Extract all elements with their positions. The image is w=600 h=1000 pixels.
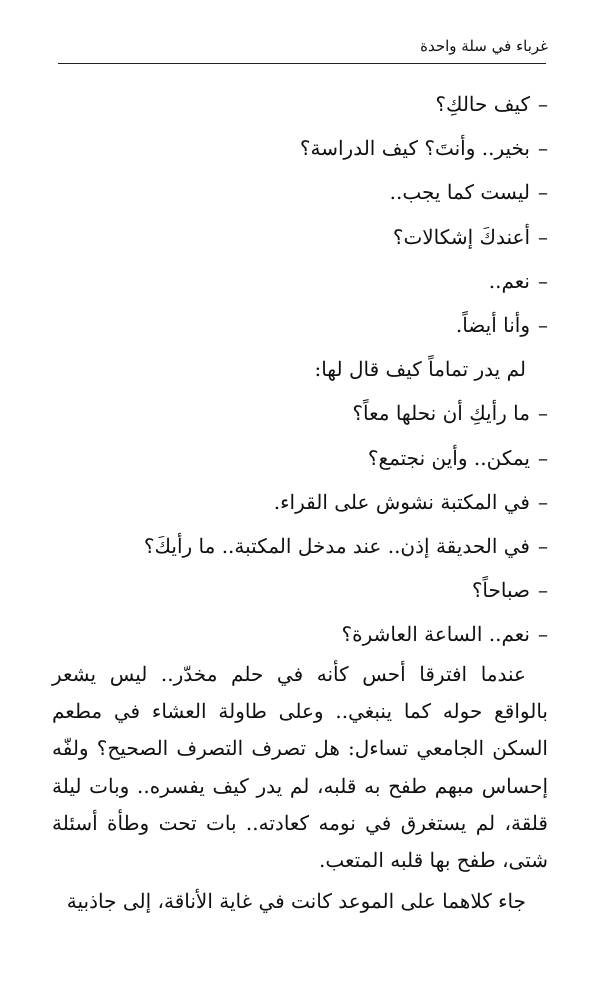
dialogue-list <box>52 84 548 658</box>
dialogue-line <box>52 570 548 614</box>
dialogue-dash: – <box>538 136 548 161</box>
dialogue-dash: – <box>538 401 548 426</box>
dialogue-dash: – <box>538 533 548 558</box>
dialogue-text: ليست كما يجب.. <box>389 180 530 205</box>
dialogue-line <box>52 128 548 172</box>
dialogue-line <box>52 172 548 216</box>
dialogue-text: يمكن.. وأين نجتمع؟ <box>367 445 530 470</box>
dialogue-text: ما رأيكِ أن نحلها معاً؟ <box>352 401 530 426</box>
dialogue-dash: – <box>538 312 548 337</box>
dialogue-dash: – <box>538 445 548 470</box>
dialogue-line <box>52 393 548 437</box>
narration-line <box>52 349 548 393</box>
dialogue-line <box>52 526 548 570</box>
dialogue-dash: – <box>538 224 548 249</box>
dialogue-line <box>52 438 548 482</box>
prose-paragraph: عندما افترقا أحس كأنه في حلم مخدّر.. ليس يشعر بالواقع حوله كما ينبغي.. وعلى طاولة العشاء في مطعم السكن الجامعي تساءل: هل تصرف التصرف الصحيح؟ ولفّه إحساس مبهم طفح به قلبه، لم يدر كيف يفسره.. وبات ليلة قلقة، لم يستغرق في نومه كعادته.. بات تحت وطأة أسئلة شتى، طفح بها قلبه المتعب. <box>52 662 548 873</box>
dialogue-line <box>52 305 548 349</box>
narration-text: لم يدر تماماً كيف قال لها: <box>314 357 526 382</box>
prose-section <box>52 656 548 920</box>
dialogue-text: أعندكَ إشكالات؟ <box>392 224 530 249</box>
dialogue-line <box>52 84 548 128</box>
running-header: غرباء في سلة واحدة <box>420 37 548 55</box>
dialogue-text: وأنا أيضاً. <box>455 312 530 337</box>
dialogue-line <box>52 482 548 526</box>
dialogue-dash: – <box>538 578 548 603</box>
dialogue-line <box>52 614 548 658</box>
dialogue-text: كيف حالكِ؟ <box>435 92 530 116</box>
dialogue-text: صباحاً؟ <box>471 578 530 603</box>
dialogue-text: نعم.. <box>488 268 530 293</box>
dialogue-dash: – <box>538 92 548 116</box>
dialogue-dash: – <box>538 268 548 293</box>
header-rule <box>58 63 546 64</box>
dialogue-dash: – <box>538 180 548 205</box>
dialogue-dash: – <box>538 622 548 647</box>
prose-paragraph: جاء كلاهما على الموعد كانت في غاية الأناقة، إلى جاذبية <box>66 889 526 914</box>
dialogue-line <box>52 217 548 261</box>
dialogue-line <box>52 261 548 305</box>
dialogue-dash: – <box>538 489 548 514</box>
dialogue-text: في الحديقة إذن.. عند مدخل المكتبة.. ما رأيكَ؟ <box>143 533 530 558</box>
dialogue-text: نعم.. الساعة العاشرة؟ <box>341 622 530 647</box>
dialogue-text: في المكتبة نشوش على القراء. <box>273 489 530 514</box>
dialogue-text: بخير.. وأنتَ؟ كيف الدراسة؟ <box>299 136 530 161</box>
